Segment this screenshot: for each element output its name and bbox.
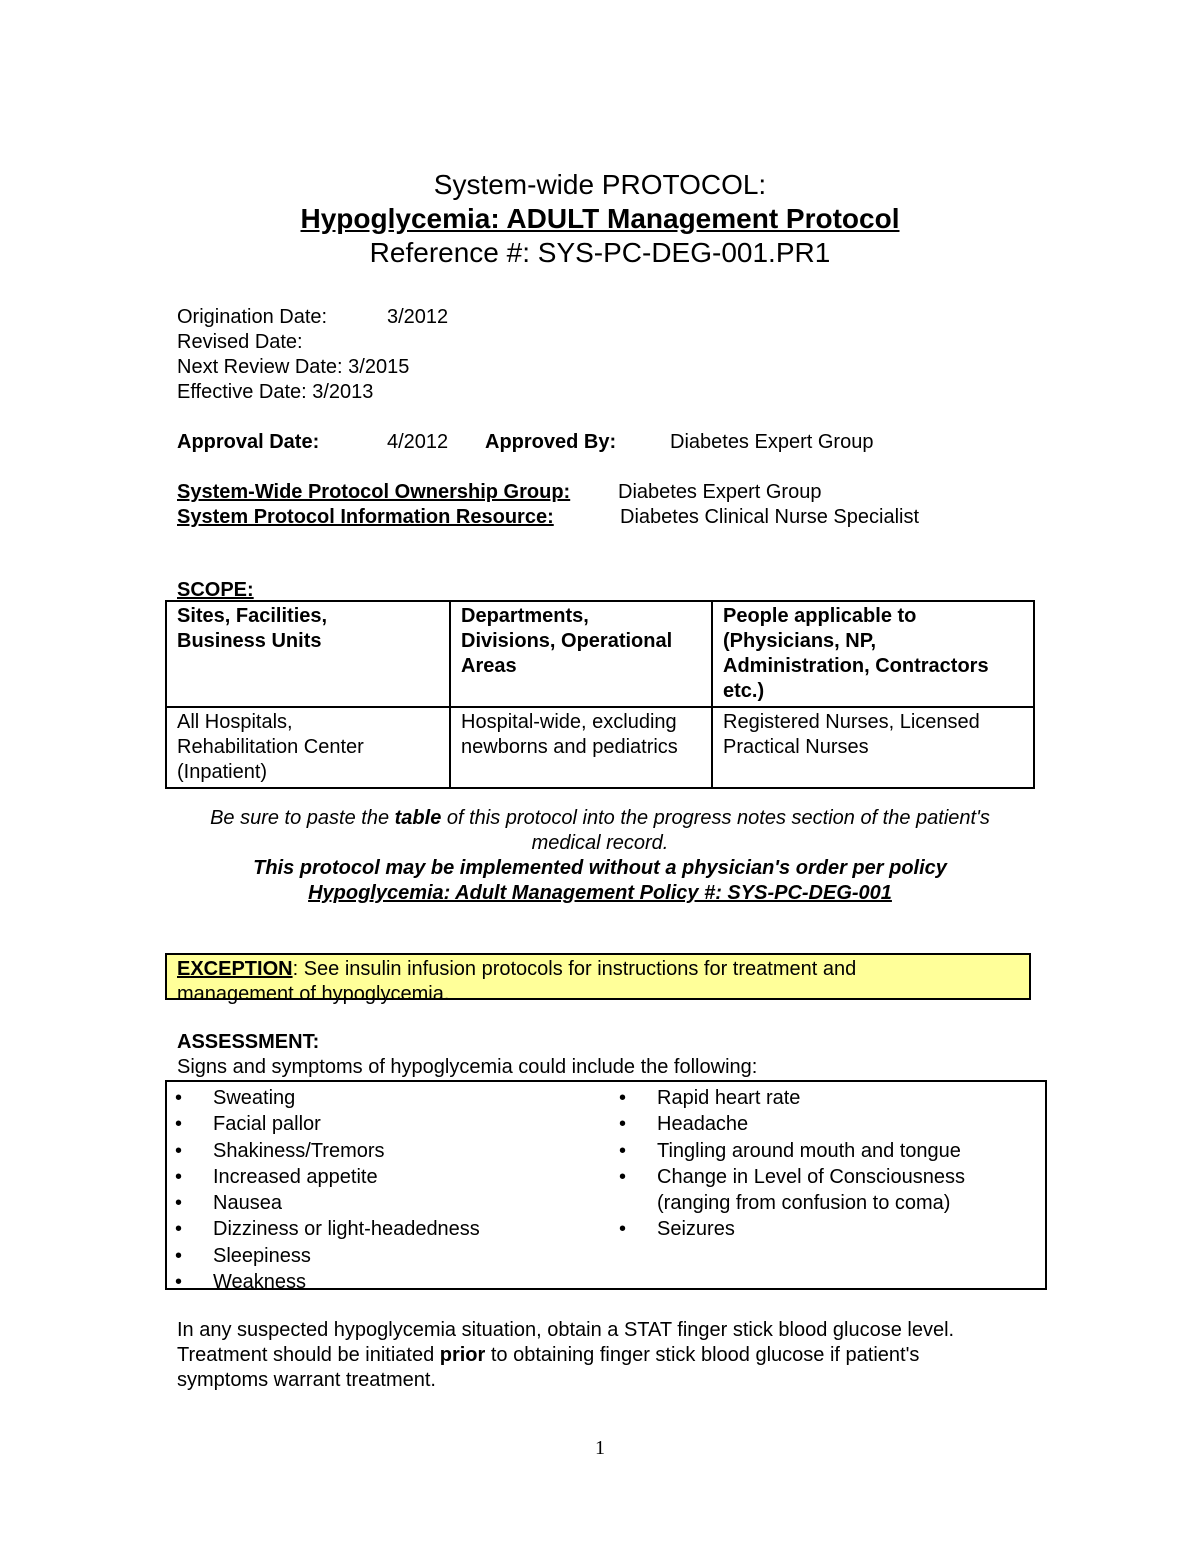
reference-number: Reference #: SYS-PC-DEG-001.PR1 — [369, 237, 831, 268]
exception-label: EXCEPTION — [177, 958, 293, 980]
bullet-icon: • — [175, 1271, 183, 1294]
list-item: • Dizziness or light-headedness — [175, 1216, 480, 1242]
title-block — [0, 168, 1200, 270]
policy-reference: Hypoglycemia: Adult Management Policy #: SYS-PC-DEG-001 — [308, 882, 892, 904]
scope-cell-sites: All Hospitals, Rehabilitation Center (Inpatient) — [166, 707, 450, 788]
scope-body-row — [166, 707, 1034, 788]
revised-row: Revised Date: — [177, 331, 303, 353]
approval-value: 4/2012 — [387, 431, 449, 453]
protocol-metadata — [177, 305, 1077, 530]
scope-label: SCOPE: — [177, 579, 254, 601]
list-item: • Weakness — [175, 1269, 480, 1295]
symptoms-box — [165, 1080, 1047, 1294]
list-item-continuation: (ranging from confusion to coma) — [657, 1192, 951, 1215]
bullet-icon: • — [619, 1139, 627, 1162]
exception-box — [165, 953, 1031, 1005]
list-item: • Rapid heart rate — [619, 1085, 965, 1111]
exception-text-line-2: management of hypoglycemia. — [177, 983, 450, 1005]
effective-row: Effective Date: 3/2013 — [177, 381, 374, 403]
origination-value: 3/2012 — [387, 306, 449, 328]
scope-header-sites: Sites, Facilities, Business Units — [166, 601, 450, 707]
bullet-icon: • — [619, 1087, 627, 1109]
symptoms-right-column — [619, 1085, 965, 1243]
assessment-intro: Signs and symptoms of hypoglycemia could include the following: — [177, 1056, 758, 1078]
approved-by-value: Diabetes Expert Group — [670, 431, 874, 453]
list-item: • Sleepiness — [175, 1243, 480, 1269]
paste-instruction: Be sure to paste the table of this protocol into the progress notes section of the patient's — [210, 807, 990, 829]
assessment-section — [177, 1030, 757, 1080]
scope-header-departments: Departments, Divisions, Operational Areas — [450, 601, 712, 707]
bullet-icon: • — [175, 1165, 183, 1188]
bullet-icon: • — [175, 1113, 183, 1136]
list-item: • Increased appetite — [175, 1164, 480, 1190]
bullet-icon: • — [175, 1218, 183, 1241]
title-line-1: System-wide PROTOCOL: — [433, 169, 767, 200]
origination-label: Origination Date: — [177, 306, 328, 328]
scope-header-row — [166, 601, 1034, 707]
next-review-row: Next Review Date: 3/2015 — [177, 356, 410, 378]
approval-label: Approval Date: — [177, 431, 320, 453]
resource-row — [177, 505, 1077, 530]
scope-cell-departments: Hospital-wide, excluding newborns and pediatrics — [450, 707, 712, 788]
ownership-label: System-Wide Protocol Ownership Group: — [177, 481, 571, 503]
list-item: • Sweating — [175, 1085, 480, 1111]
page-number: 1 — [595, 1437, 605, 1459]
bullet-icon: • — [619, 1165, 627, 1188]
scope-cell-people: Registered Nurses, Licensed Practical Nurses — [712, 707, 1034, 788]
list-item: • Shakiness/Tremors — [175, 1138, 480, 1164]
protocol-title: Hypoglycemia: ADULT Management Protocol — [300, 203, 900, 234]
approved-by-label: Approved By: — [485, 431, 617, 453]
list-item: • Facial pallor — [175, 1111, 480, 1137]
closing-paragraph: In any suspected hypoglycemia situation, obtain a STAT finger stick blood glucose level. Treatment should be initiated prior to obtaining finger stick blood glucose if patient's symptoms warrant treatment. — [177, 1319, 955, 1391]
ownership-row — [177, 480, 1077, 505]
list-item: • Seizures — [619, 1216, 965, 1242]
scope-header-people: People applicable to (Physicians, NP, Administration, Contractors etc.) — [712, 601, 1034, 707]
assessment-label: ASSESSMENT: — [177, 1031, 320, 1053]
list-item: • Change in Level of Consciousness — [619, 1164, 965, 1190]
list-item: • Nausea — [175, 1190, 480, 1216]
symptoms-left-column — [175, 1085, 480, 1295]
bullet-icon: • — [619, 1113, 627, 1136]
list-item: • Headache — [619, 1111, 965, 1137]
scope-table — [165, 600, 1035, 789]
paste-instruction-line-2: medical record. — [531, 832, 669, 854]
resource-value: Diabetes Clinical Nurse Specialist — [620, 506, 920, 528]
bullet-icon: • — [175, 1244, 183, 1267]
exception-text: : See insulin infusion protocols for instructions for treatment and — [292, 958, 857, 980]
approval-row — [177, 430, 1077, 455]
bullet-icon: • — [175, 1087, 183, 1109]
resource-label: System Protocol Information Resource: — [177, 506, 554, 528]
list-item: • Tingling around mouth and tongue — [619, 1138, 965, 1164]
bullet-icon: • — [175, 1139, 183, 1162]
ownership-value: Diabetes Expert Group — [618, 481, 822, 503]
implementation-note: This protocol may be implemented without a physician's order per policy — [253, 857, 947, 879]
origination-row — [177, 305, 1077, 330]
bullet-icon: • — [619, 1218, 627, 1241]
bullet-icon: • — [175, 1192, 183, 1215]
